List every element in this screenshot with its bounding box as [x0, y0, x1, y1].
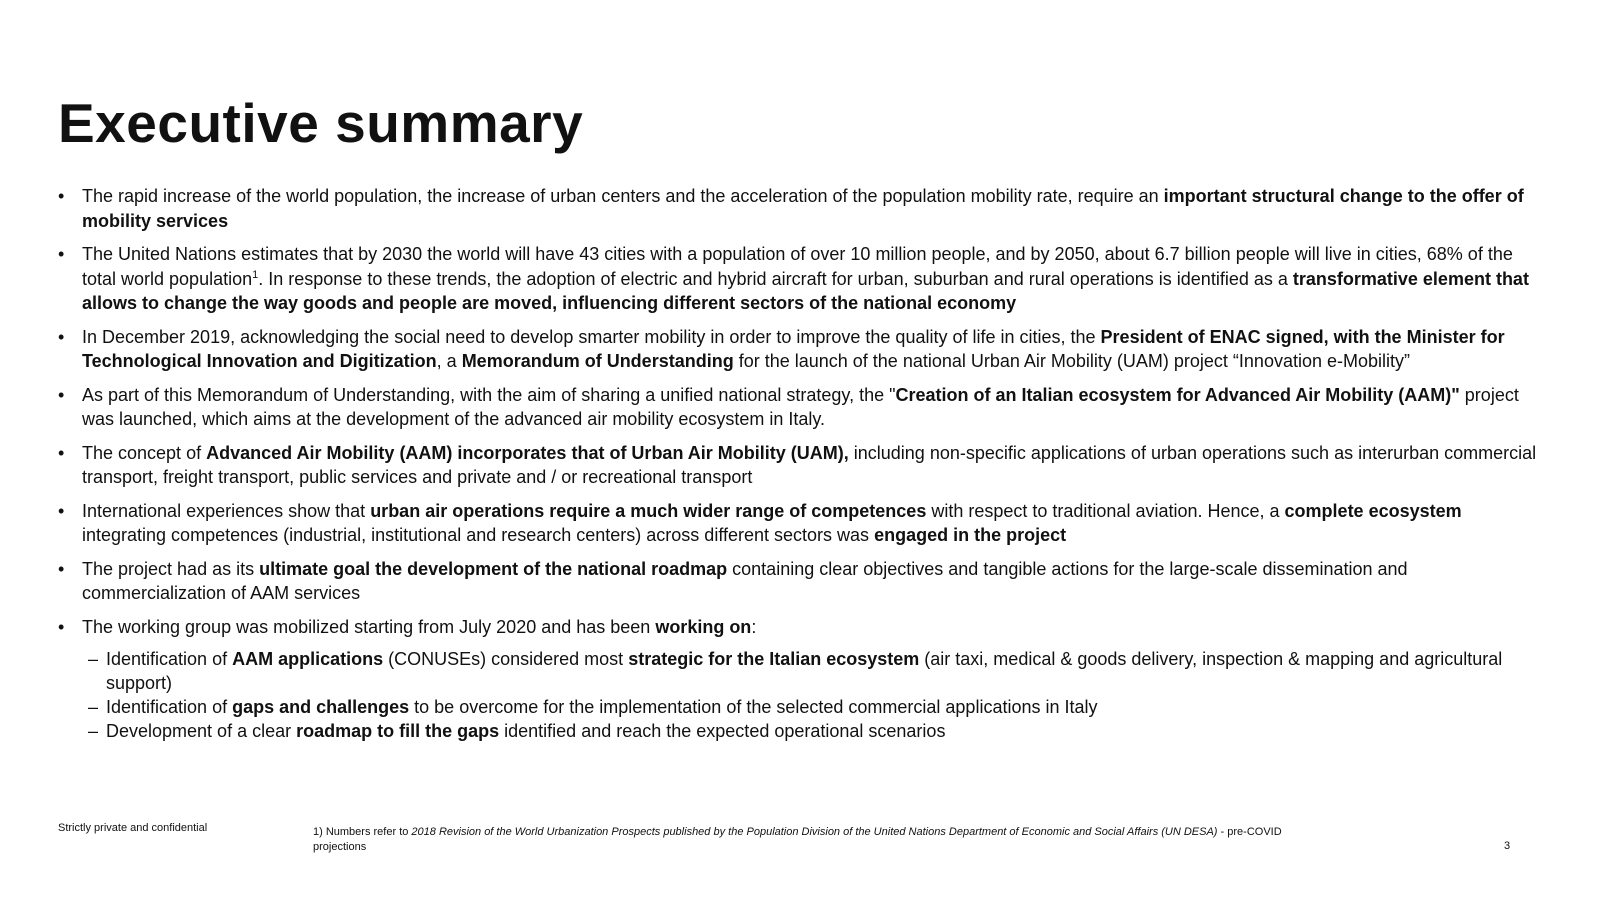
bullet-item	[58, 325, 1548, 374]
footnote-suffix: - pre-COVID projections	[313, 826, 1282, 853]
text-run: As part of this Memorandum of Understanding, with the aim of sharing a unified national strategy, the "	[82, 384, 896, 405]
text-run: The concept of	[82, 442, 207, 463]
bullet-item	[58, 242, 1548, 316]
footnote-source: 2018 Revision of the World Urbanization Prospects published by the Population Division of the United Nations Department of Economic and Social Affairs (UN DESA)	[411, 826, 1218, 838]
bold-text: AAM applications	[232, 649, 384, 669]
slide-title: Executive summary	[58, 92, 584, 154]
bold-text: important structural change to the offer of mobility services	[82, 186, 1524, 231]
text-run: :	[751, 616, 757, 637]
text-run: The working group was mobilized starting from July 2020 and has been	[82, 616, 656, 637]
bullet-list	[58, 184, 1548, 743]
sub-bullet-item	[82, 695, 1548, 719]
bullet-item	[58, 441, 1548, 490]
text-run: including non-specific applications of urban operations such as interurban commercial transport, freight transport, public services and private and / or recreational transport	[82, 442, 1537, 487]
bold-text: gaps and challenges	[232, 697, 410, 717]
bold-text: ultimate goal the development of the national roadmap	[259, 558, 728, 579]
text-run: . In response to these trends, the adoption of electric and hybrid aircraft for urban, suburban and rural operations is identified as a	[258, 268, 1293, 289]
text-run: for the launch of the national Urban Air Mobility (UAM) project “Innovation e-Mobility”	[733, 351, 1411, 371]
sub-bullet-item	[82, 647, 1548, 695]
bullet-item	[58, 615, 1548, 640]
text-run: In December 2019, acknowledging the social need to develop smarter mobility in order to improve the quality of life in cities, the	[82, 326, 1101, 347]
bold-text: Creation of an Italian ecosystem for Advanced Air Mobility (AAM)"	[895, 384, 1460, 405]
bullet-item	[58, 557, 1548, 606]
text-run: (air taxi, medical & goods delivery, inspection & mapping and agricultural support)	[106, 649, 1503, 693]
text-run: , a	[436, 351, 462, 371]
text-run: Identification of	[106, 697, 233, 717]
bullet-item	[58, 499, 1548, 548]
sub-bullet-item	[82, 719, 1548, 743]
sub-bullet-list	[82, 647, 1548, 743]
bold-text: Memorandum of Understanding	[461, 351, 734, 371]
sub-bullet-group	[58, 647, 1548, 743]
bold-text: President of ENAC signed, with the Minister for Technological Innovation and Digitization	[82, 326, 1505, 371]
text-run: (CONUSEs) considered most	[383, 649, 629, 669]
page-number: 3	[1504, 840, 1511, 852]
text-run: Development of a clear	[106, 721, 297, 741]
bullet-item	[58, 383, 1548, 432]
text-run: integrating competences (industrial, institutional and research centers) across different sectors was	[82, 525, 875, 545]
text-run: The rapid increase of the world population, the increase of urban centers and the acceleration of the population mobility rate, require an	[82, 186, 1164, 206]
bold-text: transformative element that allows to change the way goods and people are moved, influencing different sectors of the national economy	[82, 268, 1529, 313]
text-run: containing clear objectives and tangible actions for the large-scale dissemination and commercialization of AAM services	[82, 558, 1408, 603]
footnote	[313, 825, 1313, 855]
bold-text: Advanced Air Mobility (AAM) incorporates that of Urban Air Mobility (UAM),	[206, 442, 849, 463]
bold-text: urban air operations require a much wider range of competences	[370, 500, 927, 521]
confidentiality-note: Strictly private and confidential	[58, 822, 208, 834]
footnote-prefix: 1) Numbers refer to	[313, 826, 412, 838]
bold-text: complete ecosystem	[1284, 500, 1462, 521]
bold-text: working on	[655, 616, 752, 637]
bullet-item	[58, 184, 1548, 233]
bold-text: strategic for the Italian ecosystem	[628, 649, 920, 669]
bold-text: roadmap to fill the gaps	[296, 721, 500, 741]
bold-text: engaged in the project	[874, 525, 1067, 545]
text-run: The United Nations estimates that by 2030 the world will have 43 cities with a population of over 10 million people, and by 2050, about 6.7 billion people will live in cities, 68% of the total world population	[82, 244, 1513, 289]
text-run: Identification of	[106, 649, 233, 669]
text-run: International experiences show that	[82, 500, 371, 521]
text-run: with respect to traditional aviation. Hence, a	[926, 500, 1285, 521]
text-run: project was launched, which aims at the development of the advanced air mobility ecosystem in Italy.	[82, 384, 1519, 429]
text-run: The project had as its	[82, 558, 260, 579]
text-run: identified and reach the expected operational scenarios	[499, 721, 946, 741]
text-run: to be overcome for the implementation of the selected commercial applications in Italy	[409, 697, 1098, 717]
footnote-ref: 1	[252, 268, 259, 281]
